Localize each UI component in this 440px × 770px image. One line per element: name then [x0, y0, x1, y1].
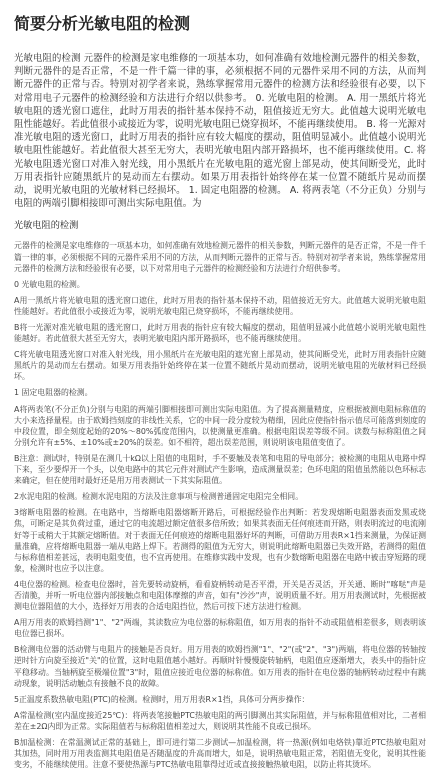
paragraph: B加温检测：在常温测试正常的基础上，即可进行第二步测试—加温检测，将一热源(例如电烙铁)靠近PTC热敏电阻对其加热，同时用万用表监测其电阻值是否随温度的升高而增大，如是，说明热敏电阻正常，若阻值无变化，说明其性能变劣，不能继续使用。注意不要使热源与PTC热敏电阻靠得过近或直接接触热敏电阻，以防止将其烫坏。 — [14, 738, 426, 770]
paragraph: 5正温度系数热敏电阻(PTC)的检测。检测时，用万用表R×1挡，具体可分两步操作： — [14, 694, 310, 704]
paragraph: B检测电位器的活动臂与电阻片的接触是否良好。用万用表的欧姆挡测"1"、"2"(或"2"、"3")两端，将电位器的转轴按逆时针方向旋至接近"关"的位置，这时电阻值越小越好。再顺时针慢慢旋转轴柄，电阻值应逐渐增大，表头中的指针应平稳移动。当轴柄旋至极端位置"3"时，阻值应接近电位器的标称值。如万用表的指针在电位器的轴柄转动过程中有跳动现象，说明活动触点有接触不良的故障。 — [14, 645, 426, 688]
page-title: 简要分析光敏电阻的检测 — [14, 14, 191, 33]
paragraph: 4电位器的检测。检查电位器时，首先要转动旋柄，看看旋柄转动是否平滑，开关是否灵活，开关通、断时"喀哒"声是否清脆，并听一听电位器内部接触点和电阻体摩擦的声音，如有"沙沙"声，说明质量不好。用万用表测试时，先根据被测电位器阻值的大小，选择好万用表的合适电阻挡位，然后可按下述方法进行检测。 — [14, 579, 426, 612]
section-heading: 光敏电阻的检测 — [14, 220, 79, 232]
paragraph: A常温检测(室内温度接近25℃)：将两表笔接触PTC热敏电阻的两引脚测出其实际阻值，并与标称阻值相对比，二者相差在±2Ω内即为正常。实际阻值若与标称阻值相差过大，则说明其性能不良或已损坏。 — [14, 710, 426, 731]
intro-paragraph: 光敏电阻的检测 元器件的检测是家电维修的一项基本功，如何准确有效地检测元器件的相关参数，判断元器件的是否正常，不是一件千篇一律的事，必须根据不同的元器件采用不同的方法，从而判断元器件的正常与否。特别对初学者来说，熟练掌握常用元器件的检测方法和经验很有必要，以下对常用电子元器件的检测经验和方法进行介绍以供参考。 0. 光敏电阻的检测。 A. 用一黑纸片将光敏电阻的透光窗口遮住，此时万用表的指针基本保持不动，阻值接近无穷大。此值越大说明光敏电阻性能越好。若此值很小或接近为零，说明光敏电阻已烧穿损坏，不能再继续使用。 B. 将一光源对准光敏电阻的透光窗口，此时万用表的指针应有较大幅度的摆动，阻值明显减小。此值越小说明光敏电阻性能越好。若此值很大甚至无穷大，表明光敏电阻内部开路损坏，也不能再继续使用。C. 将光敏电阻透光窗口对准入射光线，用小黑纸片在光敏电阻的遮光窗上部晃动，使其间断受光，此时万用表指针应随黑纸片的晃动而左右摆动。如果万用表指针始终停在某一位置不随纸片晃动而摆动，说明光敏电阻的光敏材料已经损坏。 1. 固定电阻器的检测。 A. 将两表笔（不分正负）分别与电阻的两端引脚相接即可测出实际电阻值。为 — [14, 53, 426, 210]
paragraph: 0 光敏电阻的检测。 — [14, 279, 85, 289]
paragraph: 2水泥电阻的检测。检测水泥电阻的方法及注意事项与检测普通固定电阻完全相同。 — [14, 492, 304, 502]
paragraph: B将一光源对准光敏电阻的透光窗口，此时万用表的指针应有较大幅度的摆动，阻值明显减小此值越小说明光敏电阻性能越好。若此值很大甚至无穷大，表明光敏电阻内部开路损坏，也不能再继续使用。 — [14, 323, 426, 344]
paragraph: 元器件的检测是家电维修的一项基本功，如何准确有效地检测元器件的相关参数，判断元器件的是否正常，不是一件千篇一律的事，必须根据不同的元器件采用不同的方法，从而判断元器件的正常与否。特别对初学者来说，熟练掌握常用元器件的检测方法和经验很有必要，以下对常用电子元器件的检测经验和方法进行介绍供参考。 — [14, 241, 426, 273]
paragraph: 1 固定电阻器的检测。 — [14, 388, 93, 398]
paragraph: A用万用表的欧姆挡测"1"、"2"两端，其读数应为电位器的标称阻值，如万用表的指针不动或阻值相差很多，则表明该电位器已损坏。 — [14, 618, 426, 639]
paragraph: 3熔断电阻器的检测。在电路中，当熔断电阻器熔断开路后，可根据经验作出判断：若发现熔断电阻器表面发黑或烧焦，可断定是其负荷过重，通过它的电流超过额定值很多倍所致；如果其表面无任何痕迹而开路，则表明流过的电流刚好等于或稍大于其额定熔断值。对于表面无任何痕迹的熔断电阻器好坏的判断，可借助万用表R×1挡来测量，为保证测量准确，应将熔断电阻器一端从电路上焊下。若测得的阻值为无穷大，则说明此熔断电阻器已失效开路，若测得的阻值与标称值相差甚远，表明电阻变值，也不宜再使用。在维修实践中发现，也有少数熔断电阻器在电路中被击穿短路的现象，检测时也应予以注意。 — [14, 508, 426, 573]
paragraph: C将光敏电阻透光窗口对准入射光线，用小黑纸片在光敏电阻的遮光窗上部晃动，使其间断受光，此时万用表指针应随黑纸片的晃动而左右摆动。如果万用表指针始终停在某一位置不随纸片晃动而摆动，说明光敏电阻的光敏材料已经损坏。 — [14, 350, 426, 382]
intro-section — [14, 52, 426, 210]
paragraph: A用一黑纸片将光敏电阻的透光窗口遮住，此时万用表的指针基本保持不动，阻值接近无穷大。此值越大说明光敏电阻性能越好。若此值很小或接近为零，说明光敏电阻已烧穿损坏，不能再继续使用。 — [14, 295, 426, 316]
paragraph: A将两表笔(不分正负)分别与电阻的两端引脚相接即可测出实际电阻值。为了提高测量精度，应根据被测电阻标称值的大小来选择量程。由于欧姆挡刻度的非线性关系，它的中间一段分度较为精细，因此应使指针指示值尽可能落到刻度的中段位置，即全刻度起始的20%～80%弧度范围内，以使测量更准确。根据电阻误差等级不同。读数与标称阻值之间分别允许有±5%、±10%或±20%的误差。如不相符，超出误差范围，则说明该电阻值变值了。 — [14, 404, 426, 447]
paragraph: B注意：测试时，特别是在测几十kΩ以上阻值的电阻时，手不要触及表笔和电阻的导电部分；被检测的电阻从电路中焊下来，至少要焊开一个头，以免电路中的其它元件对测试产生影响，造成测量误差；色环电阻的阻值虽然能以色环标志来确定，但在使用时最好还是用万用表测试一下其实际阻值。 — [14, 453, 426, 486]
body-section — [14, 240, 426, 770]
